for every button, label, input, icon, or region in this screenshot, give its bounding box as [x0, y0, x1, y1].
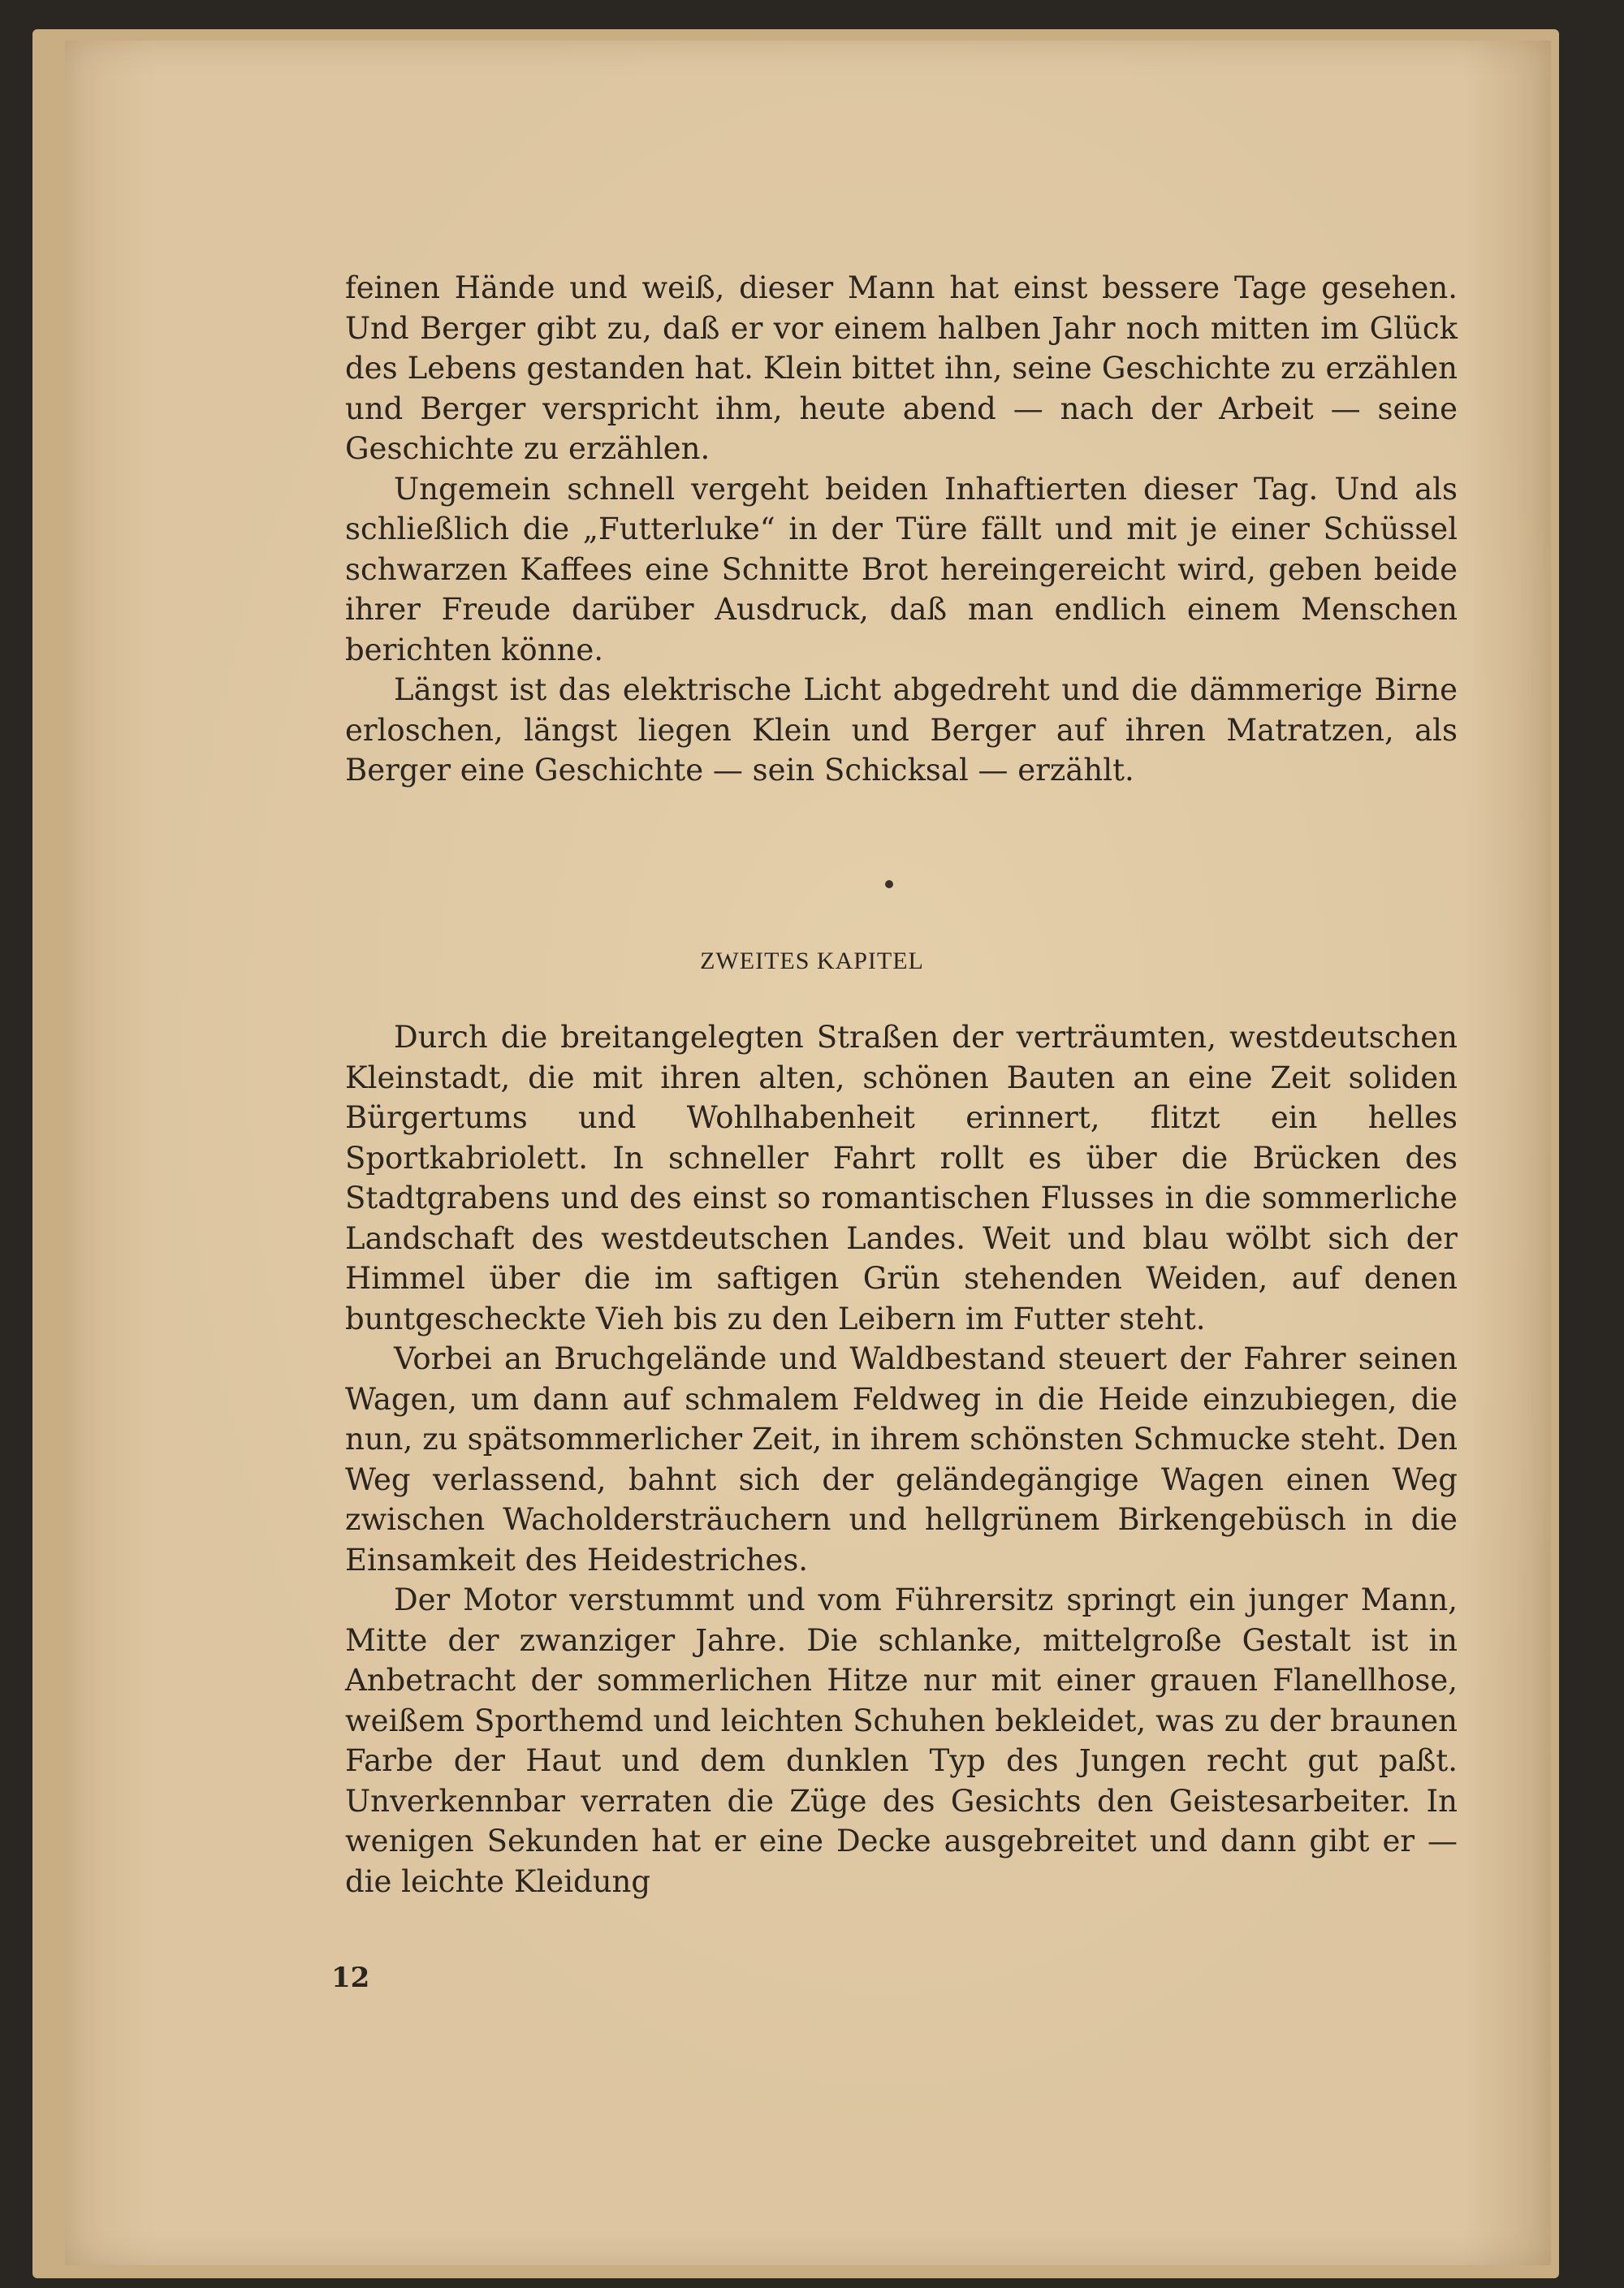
section-divider-dot: [885, 880, 893, 888]
section-one-text: [345, 268, 1458, 791]
paragraph: Der Motor verstummt und vom Führersitz springt ein junger Mann, Mitte der zwanziger Jahre. Die schlanke, mittelgroße Gestalt ist in Anbetracht der sommerlichen Hitze nur mit einer grauen Flanellhose, weißem Sporthemd und leichten Schuhen bekleidet, was zu der braunen Farbe der Haut und dem dunklen Typ des Jungen recht gut paßt. Unverkennbar verraten die Züge des Gesichts den Geistesarbeiter. In wenigen Sekunden hat er eine Decke ausgebreitet und dann gibt er — die leichte Kleidung: [345, 1582, 1458, 1899]
paragraph: Längst ist das elektrische Licht abgedreht und die dämmerige Birne erloschen, längst liegen Klein und Berger auf ihren Matratzen, als Berger eine Geschichte — sein Schicksal — erzählt.: [345, 672, 1458, 788]
section-two-text: [345, 1017, 1458, 1902]
paragraph: Vorbei an Bruchgelände und Waldbestand steuert der Fahrer seinen Wagen, um dann auf schmalem Feldweg in die Heide einzubiegen, die nun, zu spätsommerlicher Zeit, in ihrem schönsten Schmucke steht. Den Weg verlassend, bahnt sich der geländegängige Wagen einen Weg zwischen Wacholdersträuchern und hellgrünem Birkengebüsch in die Einsamkeit des Heidestriches.: [345, 1341, 1458, 1578]
page-number: 12: [331, 1962, 370, 1994]
paragraph: feinen Hände und weiß, dieser Mann hat einst bessere Tage gesehen. Und Berger gibt zu, daß er vor einem halben Jahr noch mitten im Glück des Lebens gestanden hat. Klein bittet ihn, seine Geschichte zu erzählen und Berger verspricht ihm, heute abend — nach der Arbeit — seine Geschichte zu erzählen.: [345, 270, 1458, 466]
paragraph: Durch die breitangelegten Straßen der verträumten, westdeutschen Kleinstadt, die mit ihren alten, schönen Bauten an eine Zeit soliden Bürgertums und Wohlhabenheit erinnert, flitzt ein helles Sportkabriolett. In schneller Fahrt rollt es über die Brücken des Stadtgrabens und des einst so romantischen Flusses in die sommerliche Landschaft des westdeutschen Landes. Weit und blau wölbt sich der Himmel über die im saftigen Grün stehenden Weiden, auf denen buntgescheckte Vieh bis zu den Leibern im Futter steht.: [345, 1020, 1458, 1336]
paragraph: Ungemein schnell vergeht beiden Inhaftierten dieser Tag. Und als schließlich die „Futterluke“ in der Türe fällt und mit je einer Schüssel schwarzen Kaffees eine Schnitte Brot hereingereicht wird, geben beide ihrer Freude darüber Ausdruck, daß man endlich einem Menschen berichten könne.: [345, 471, 1458, 667]
chapter-title: ZWEITES KAPITEL: [700, 948, 924, 974]
